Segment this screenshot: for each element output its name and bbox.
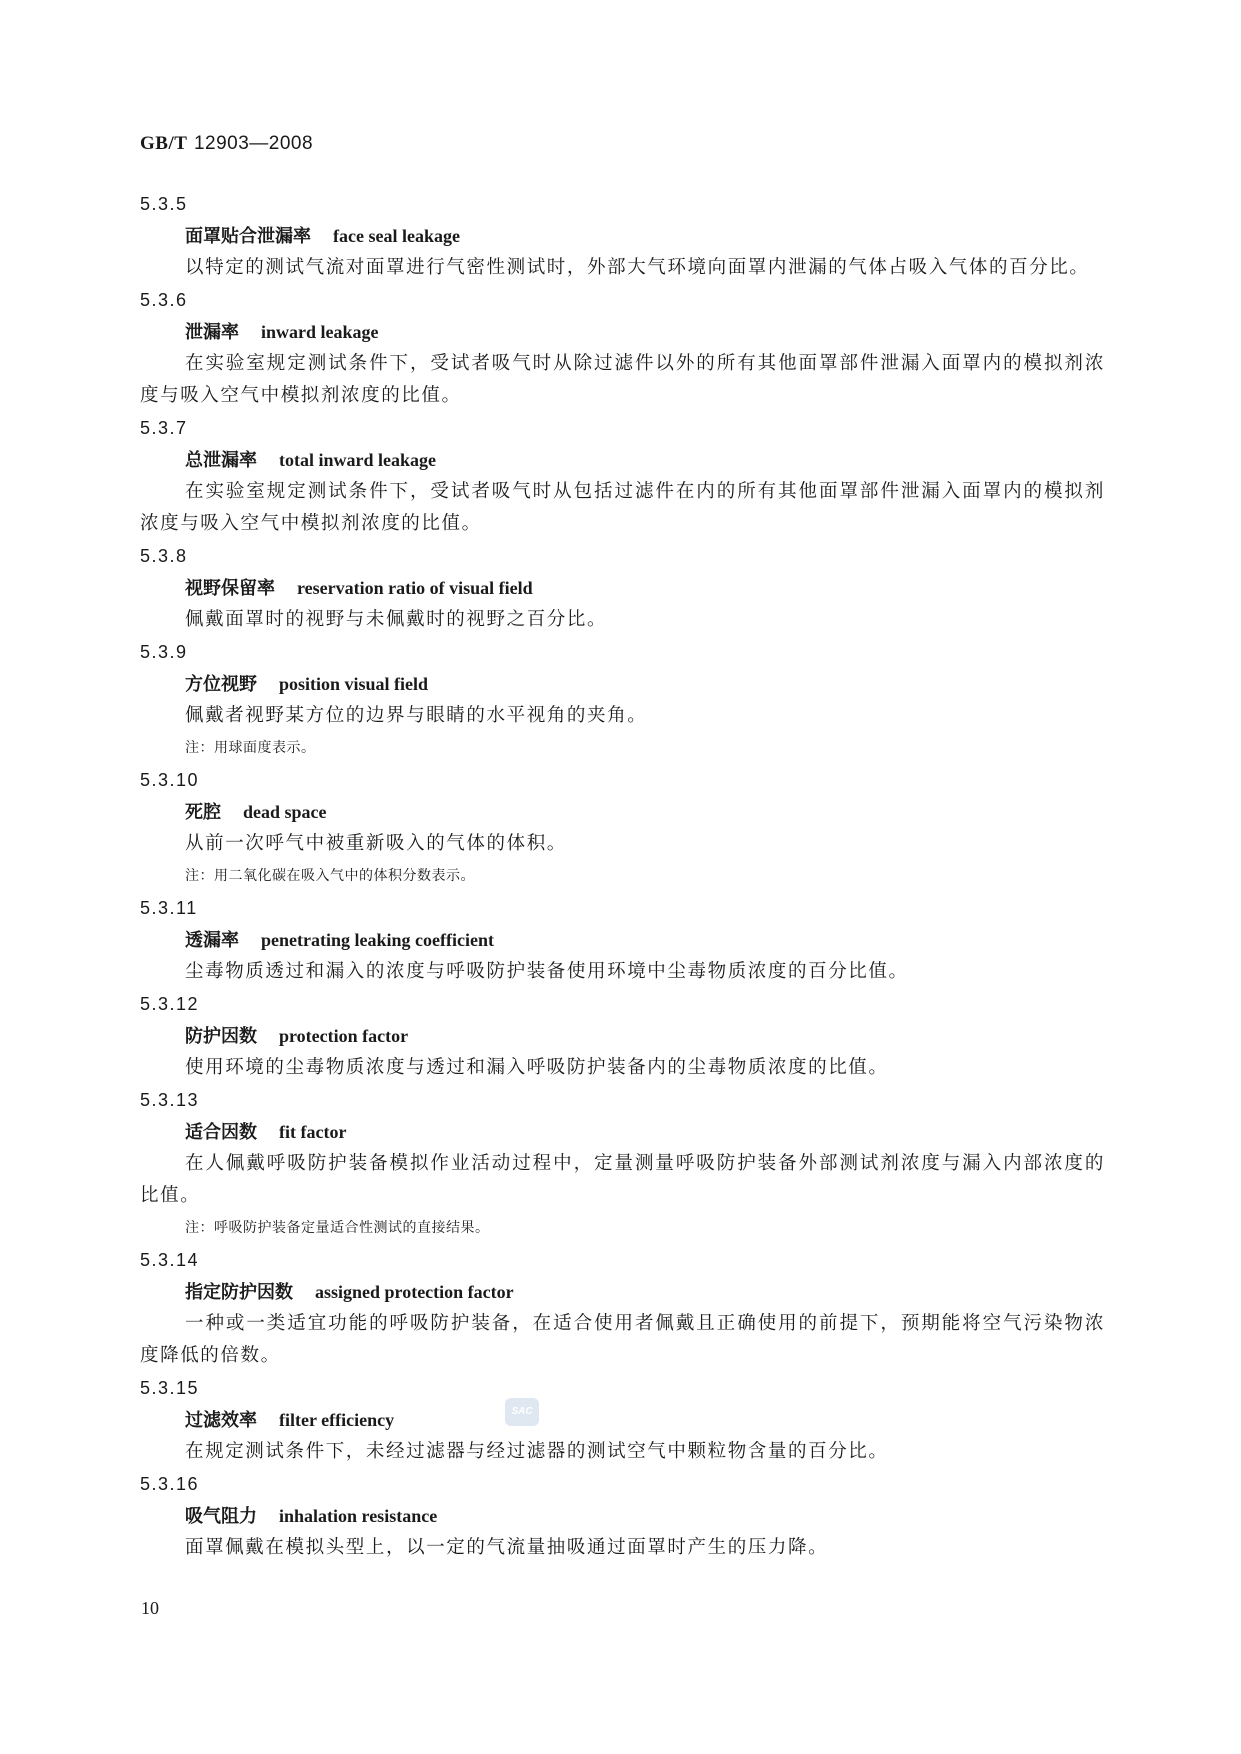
entry-number: 5.3.8 xyxy=(140,546,188,566)
term-entry xyxy=(140,1468,1105,1564)
term-definition: 使用环境的尘毒物质浓度与透过和漏入呼吸防护装备内的尘毒物质浓度的比值。 xyxy=(185,1057,889,1078)
term-english: reservation ratio of visual field xyxy=(297,578,533,598)
term-entry xyxy=(140,412,1105,540)
term-heading xyxy=(140,1276,1105,1308)
term-entry xyxy=(140,1372,1105,1468)
term-english: total inward leakage xyxy=(279,450,436,470)
term-english: protection factor xyxy=(279,1026,409,1046)
term-definition: 从前一次呼气中被重新吸入的气体的体积。 xyxy=(185,833,567,854)
term-definition: 面罩佩戴在模拟头型上，以一定的气流量抽吸通过面罩时产生的压力降。 xyxy=(185,1537,829,1558)
term-entry xyxy=(140,892,1105,988)
term-chinese: 透漏率 xyxy=(185,930,239,951)
term-chinese: 泄漏率 xyxy=(185,322,239,343)
term-definition: 在实验室规定测试条件下，受试者吸气时从除过滤件以外的所有其他面罩部件泄漏入面罩内的模拟剂浓度与吸入空气中模拟剂浓度的比值。 xyxy=(140,353,1105,406)
page-number: 10 xyxy=(141,1598,159,1618)
term-english: filter efficiency xyxy=(279,1410,395,1430)
entry-number: 5.3.14 xyxy=(140,1250,200,1270)
term-chinese: 过滤效率 xyxy=(185,1410,257,1431)
term-definition: 一种或一类适宜功能的呼吸防护装备，在适合使用者佩戴且正确使用的前提下，预期能将空气污染物浓度降低的倍数。 xyxy=(140,1313,1105,1366)
term-definition: 以特定的测试气流对面罩进行气密性测试时，外部大气环境向面罩内泄漏的气体占吸入气体的百分比。 xyxy=(185,257,1090,278)
term-english: assigned protection factor xyxy=(315,1282,514,1302)
term-definition: 在规定测试条件下，未经过滤器与经过滤器的测试空气中颗粒物含量的百分比。 xyxy=(185,1441,889,1462)
term-definition: 在实验室规定测试条件下，受试者吸气时从包括过滤件在内的所有其他面罩部件泄漏入面罩内的模拟剂浓度与吸入空气中模拟剂浓度的比值。 xyxy=(140,481,1105,534)
entry-number: 5.3.16 xyxy=(140,1474,200,1494)
term-heading xyxy=(140,668,1105,700)
term-chinese: 总泄漏率 xyxy=(185,450,257,471)
term-chinese: 面罩贴合泄漏率 xyxy=(185,226,311,247)
term-note: 注：呼吸防护装备定量适合性测试的直接结果。 xyxy=(185,1220,490,1236)
term-entry xyxy=(140,284,1105,412)
term-heading xyxy=(140,1500,1105,1532)
terms-list xyxy=(140,188,1105,1564)
entry-number: 5.3.15 xyxy=(140,1378,200,1398)
term-heading xyxy=(140,924,1105,956)
term-chinese: 视野保留率 xyxy=(185,578,275,599)
term-entry xyxy=(140,764,1105,892)
term-chinese: 适合因数 xyxy=(185,1122,257,1143)
term-heading xyxy=(140,1020,1105,1052)
standard-code: GB/T xyxy=(140,133,188,154)
entry-number: 5.3.9 xyxy=(140,642,188,662)
term-english: inhalation resistance xyxy=(279,1506,438,1526)
term-chinese: 指定防护因数 xyxy=(185,1282,293,1303)
entry-number: 5.3.7 xyxy=(140,418,188,438)
term-chinese: 防护因数 xyxy=(185,1026,257,1047)
term-entry xyxy=(140,188,1105,284)
term-english: penetrating leaking coefficient xyxy=(261,930,494,950)
term-english: dead space xyxy=(243,802,327,822)
term-heading xyxy=(140,316,1105,348)
term-english: inward leakage xyxy=(261,322,379,342)
term-entry xyxy=(140,1084,1105,1244)
term-heading xyxy=(140,444,1105,476)
term-heading xyxy=(140,220,1105,252)
term-note: 注：用二氧化碳在吸入气中的体积分数表示。 xyxy=(185,868,475,884)
term-entry xyxy=(140,636,1105,764)
term-english: face seal leakage xyxy=(333,226,460,246)
term-entry xyxy=(140,988,1105,1084)
term-chinese: 吸气阻力 xyxy=(185,1506,257,1527)
term-chinese: 死腔 xyxy=(185,802,221,823)
entry-number: 5.3.6 xyxy=(140,290,188,310)
term-entry xyxy=(140,540,1105,636)
standard-number: 12903—2008 xyxy=(193,133,314,154)
entry-number: 5.3.11 xyxy=(140,898,198,918)
term-definition: 在人佩戴呼吸防护装备模拟作业活动过程中，定量测量呼吸防护装备外部测试剂浓度与漏入内部浓度的比值。 xyxy=(140,1153,1105,1206)
term-heading xyxy=(140,572,1105,604)
term-heading xyxy=(140,796,1105,828)
term-entry xyxy=(140,1244,1105,1372)
term-heading xyxy=(140,1116,1105,1148)
term-chinese: 方位视野 xyxy=(185,674,257,695)
term-definition: 尘毒物质透过和漏入的浓度与呼吸防护装备使用环境中尘毒物质浓度的百分比值。 xyxy=(185,961,909,982)
entry-number: 5.3.13 xyxy=(140,1090,200,1110)
page-header xyxy=(140,132,313,155)
entry-number: 5.3.10 xyxy=(140,770,200,790)
term-note: 注：用球面度表示。 xyxy=(185,740,316,756)
term-definition: 佩戴面罩时的视野与未佩戴时的视野之百分比。 xyxy=(185,609,608,630)
entry-number: 5.3.12 xyxy=(140,994,200,1014)
term-definition: 佩戴者视野某方位的边界与眼睛的水平视角的夹角。 xyxy=(185,705,648,726)
term-english: fit factor xyxy=(279,1122,347,1142)
entry-number: 5.3.5 xyxy=(140,194,188,214)
term-heading xyxy=(140,1404,1105,1436)
term-english: position visual field xyxy=(279,674,429,694)
sac-watermark: SAC xyxy=(505,1398,539,1426)
